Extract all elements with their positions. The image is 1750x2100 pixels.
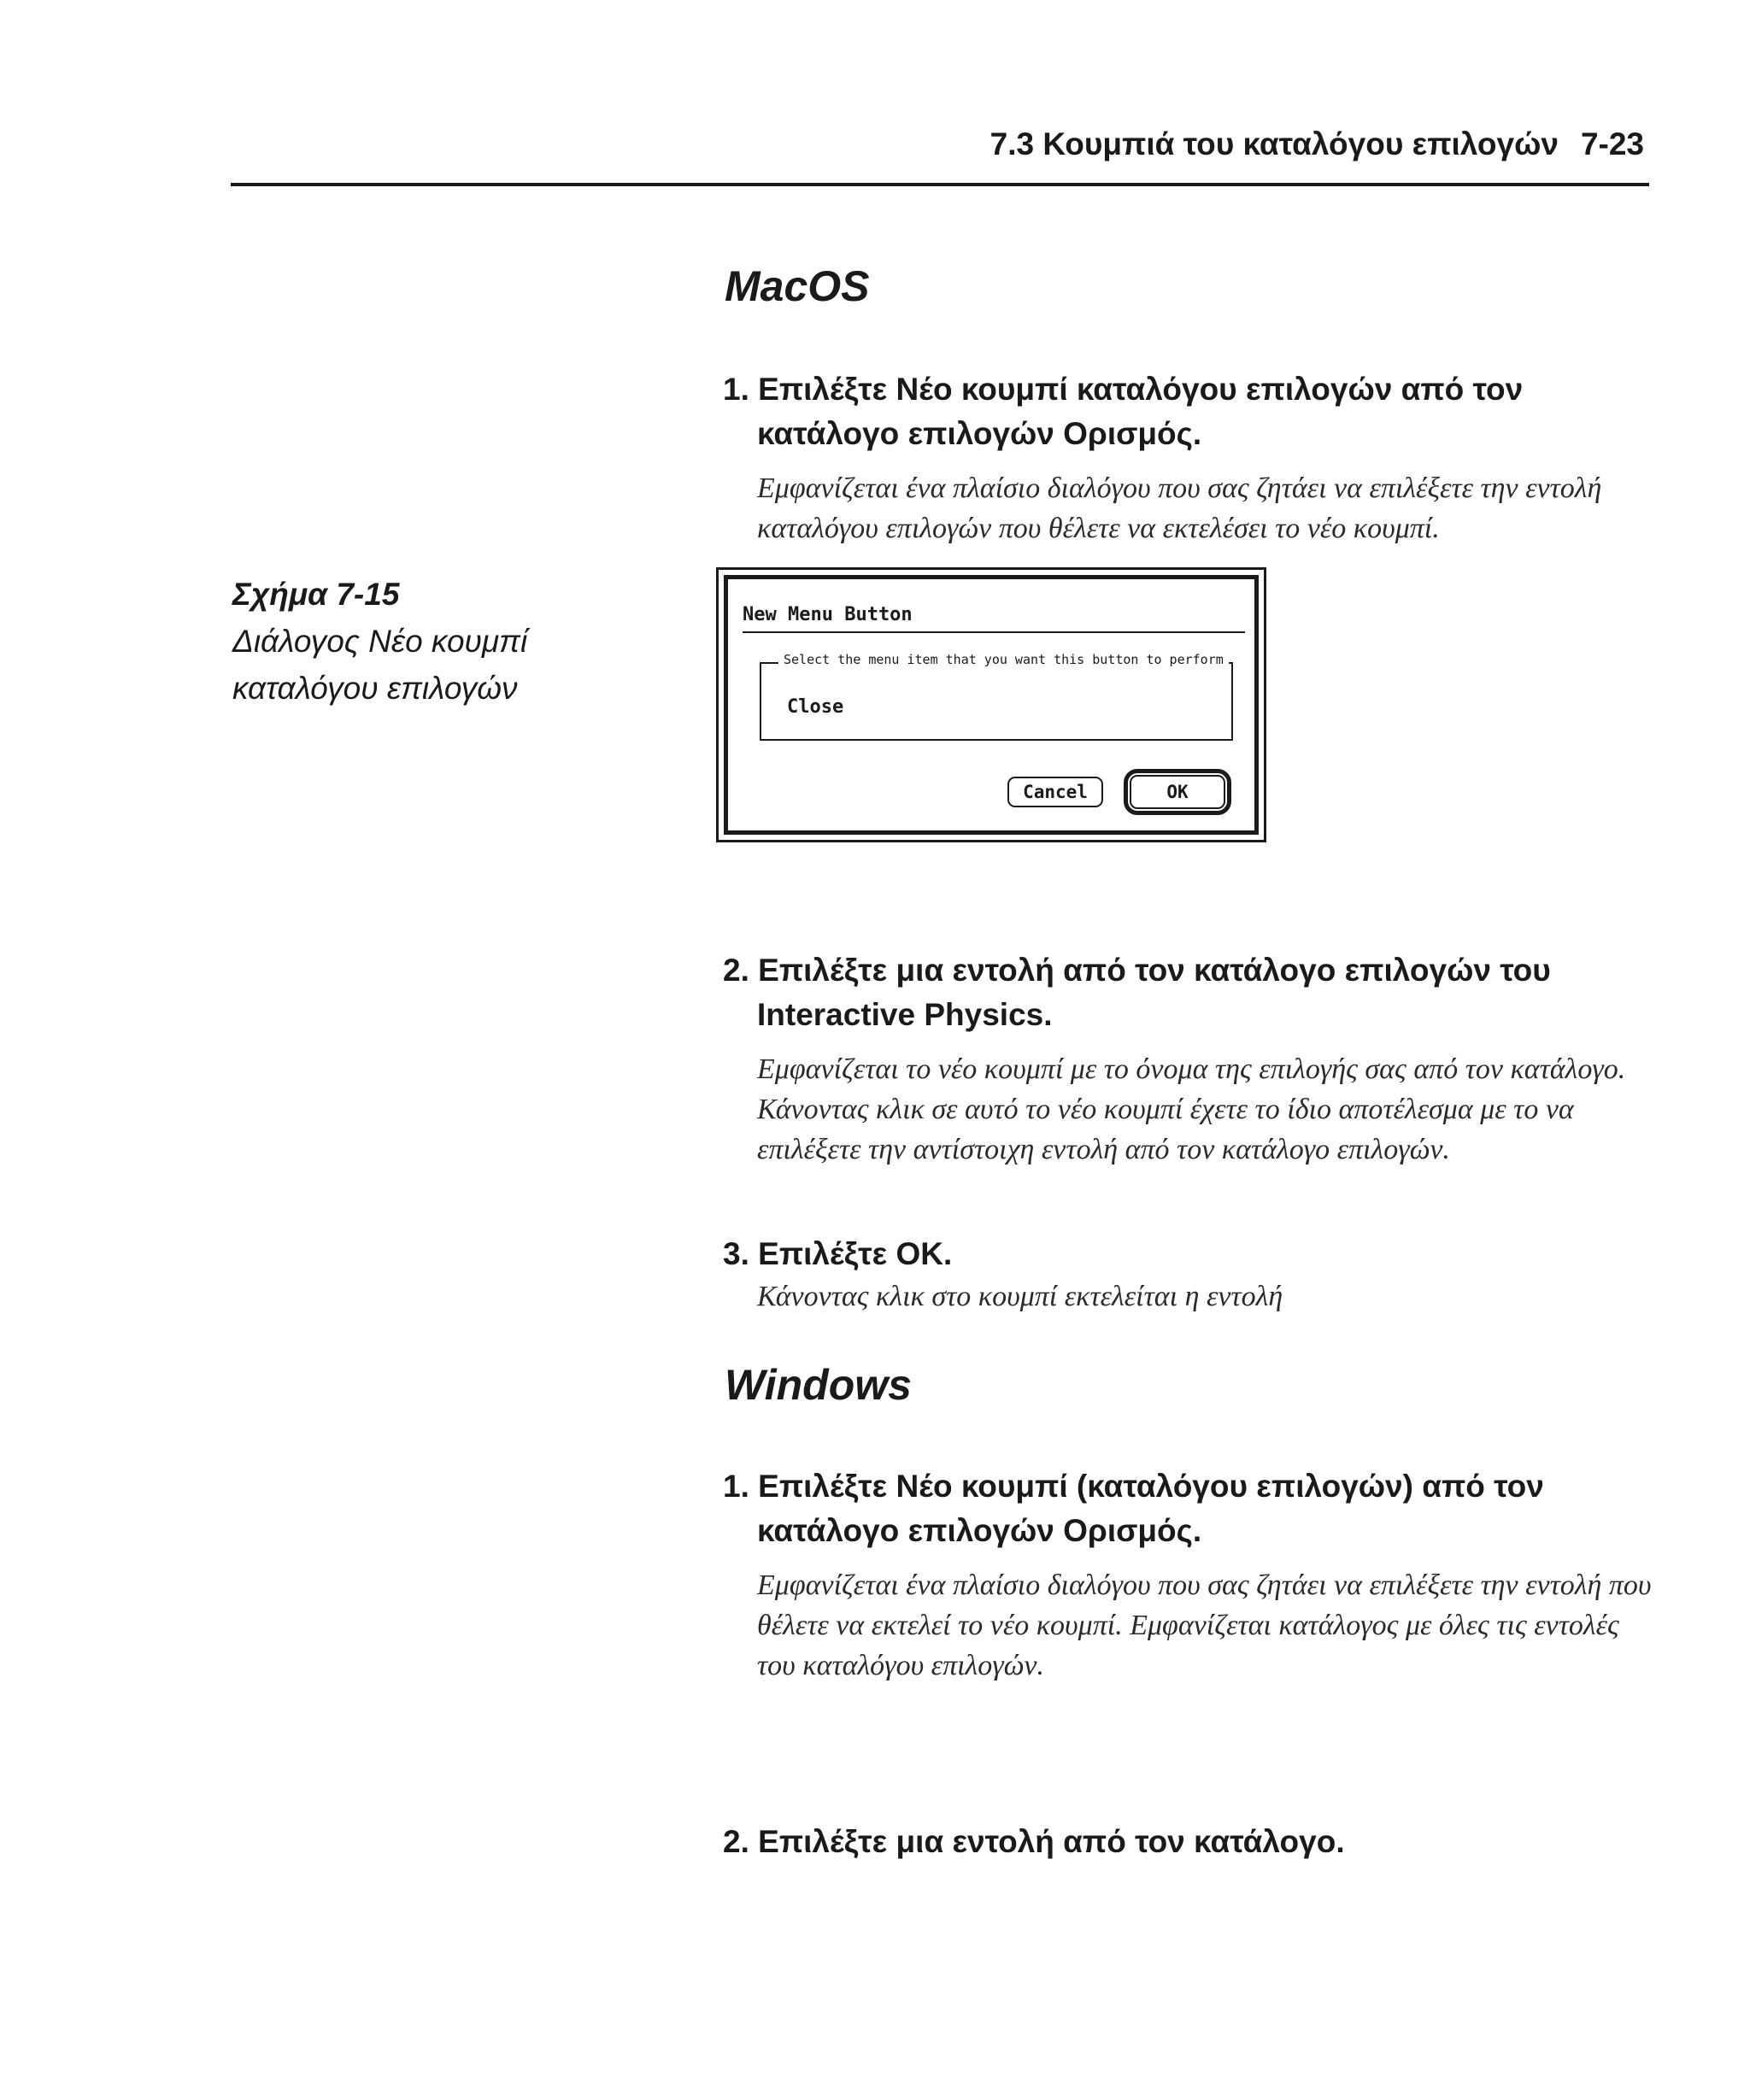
step-description: Εμφανίζεται το νέο κουμπί με το όνομα της επιλογής σας από τον κατάλογο. Κάνοντας κλικ σε αυτό το νέο κουμπί έχετε το ίδιο αποτέλεσμα με το να επιλέξετε την αντίστοιχη εντολή από τον κατάλογο επιλογών. [757, 1053, 1626, 1165]
step-title: 1. Επιλέξτε Νέο κουμπί (καταλόγου επιλογών) από τον κατάλογο επιλογών Ορισμός. [723, 1469, 1544, 1548]
macos-step-1 [723, 367, 1654, 548]
step-title: 2. Επιλέξτε μια εντολή από τον κατάλογο. [723, 1824, 1345, 1859]
section-heading-windows: Windows [725, 1361, 912, 1409]
windows-step-1 [723, 1464, 1654, 1686]
step-description: Κάνοντας κλικ στο κουμπί εκτελείται η εντολή [757, 1281, 1283, 1312]
step-description: Εμφανίζεται ένα πλαίσιο διαλόγου που σας ζητάει να επιλέξετε την εντολή καταλόγου επιλογών που θέλετε να εκτελέσει το νέο κουμπί. [757, 472, 1602, 544]
dialog-title: New Menu Button [743, 604, 913, 625]
ok-button[interactable]: OK [1130, 775, 1225, 809]
macos-step-3 [723, 1232, 1654, 1317]
selected-menu-item: Close [787, 696, 844, 718]
figure-caption [232, 571, 591, 712]
group-label: Select the menu item that you want this button to perform [778, 652, 1229, 667]
header-section-title: 7.3 Κουμπιά του καταλόγου επιλογών [990, 126, 1559, 161]
running-header [231, 120, 1649, 186]
new-menu-button-dialog [716, 567, 1266, 842]
macos-step-2 [723, 948, 1654, 1170]
cancel-button[interactable]: Cancel [1007, 777, 1103, 807]
step-title: 1. Επιλέξτε Νέο κουμπί καταλόγου επιλογών από τον κατάλογο επιλογών Ορισμός. [723, 372, 1524, 451]
step-description: Εμφανίζεται ένα πλαίσιο διαλόγου που σας ζητάει να επιλέξετε την εντολή που θέλετε να εκτελεί το νέο κουμπί. Εμφανίζεται κατάλογος με όλες τις εντολές του καταλόγου επιλογών. [757, 1569, 1652, 1681]
page-number: 7-23 [1580, 126, 1644, 161]
step-title: 3. Επιλέξτε ΟΚ. [723, 1236, 953, 1271]
step-title: 2. Επιλέξτε μια εντολή από τον κατάλογο επιλογών του Interactive Physics. [723, 953, 1551, 1032]
dialog-title-rule [743, 631, 1245, 633]
header-title [990, 126, 1644, 162]
menu-item-group[interactable] [760, 652, 1233, 741]
figure-caption-text: Διάλογος Νέο κουμπί καταλόγου επιλογών [232, 624, 528, 706]
windows-step-2 [723, 1820, 1654, 1864]
figure-number: Σχήμα 7-15 [232, 577, 400, 612]
section-heading-macos: MacOS [725, 262, 870, 310]
